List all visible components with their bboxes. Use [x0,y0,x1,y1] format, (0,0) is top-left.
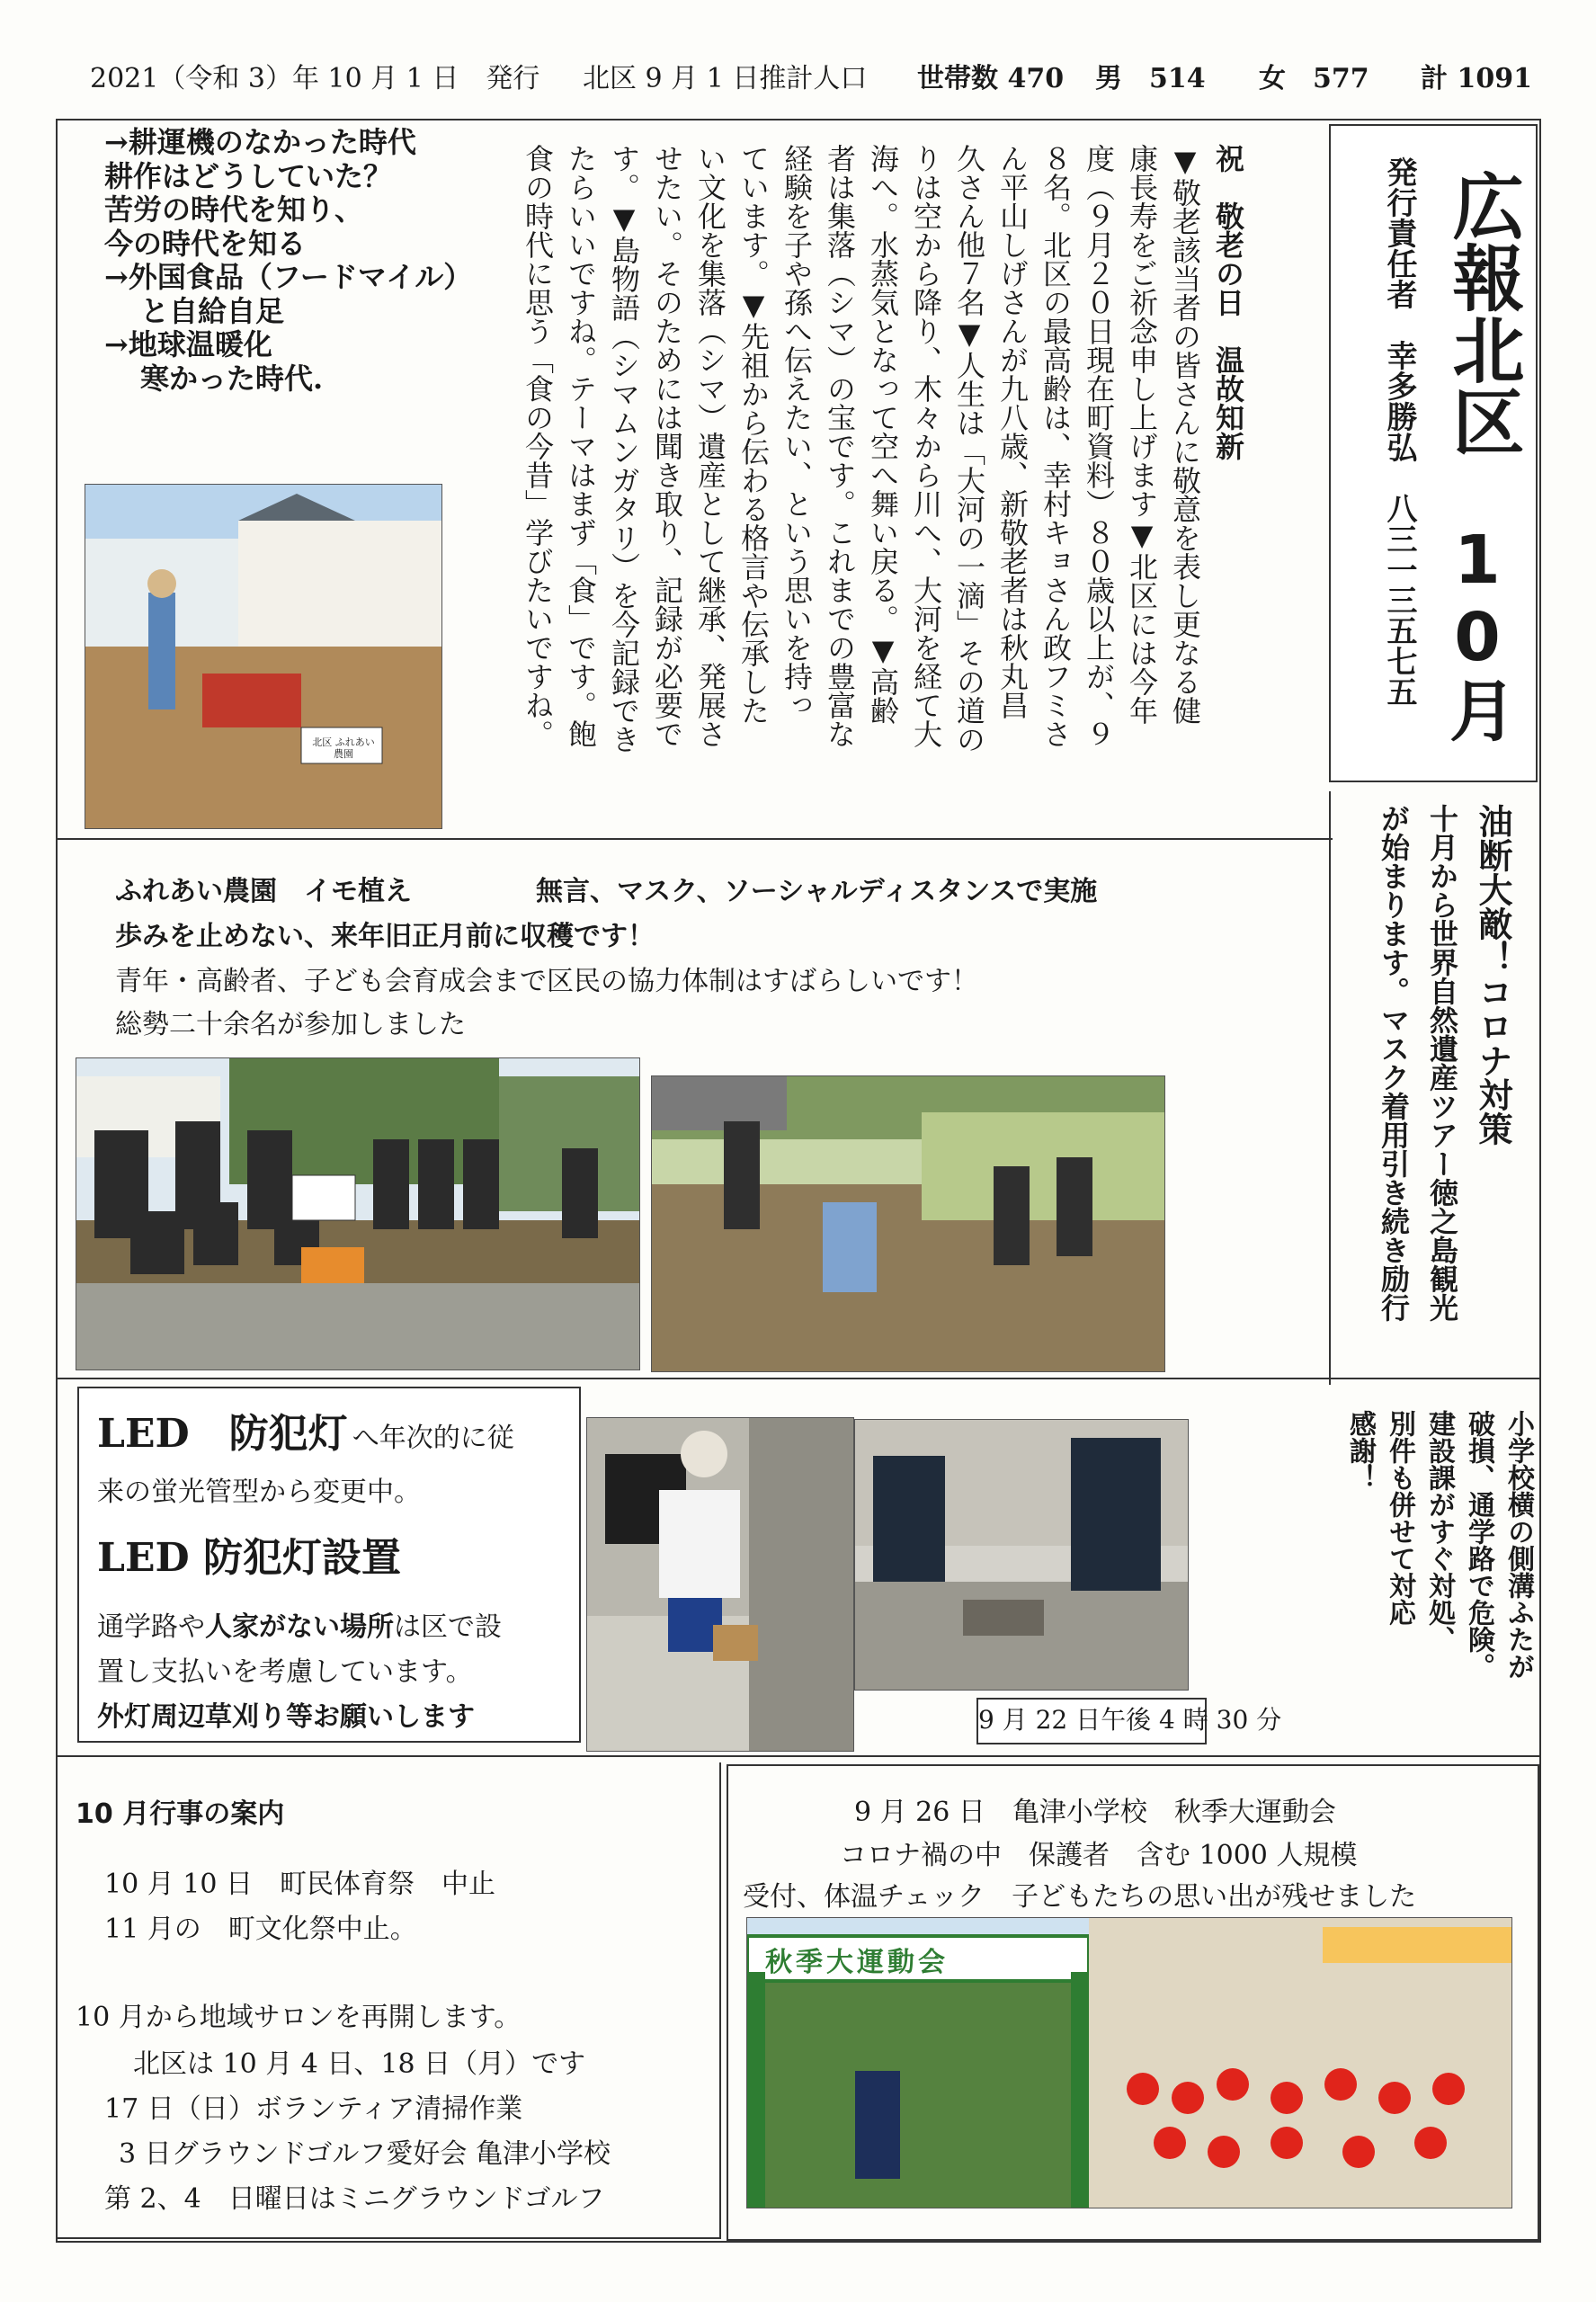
publisher-info: 発行責任者 幸多勝弘 八三一三五七五 [1381,156,1417,707]
sports-line-3: 受付、体温チェック 子どもたちの思い出が残せました [743,1881,1417,1913]
newsletter-title: 広報北区 [1440,169,1524,457]
student-photo [586,1417,854,1752]
female-count: 女 577 [1259,63,1369,94]
issue-date: 2021（令和 3）年 10 月 1 日 発行 [90,63,540,94]
led-line-4b: 人家がない場所 [205,1611,394,1643]
keiro-col-16: 食の時代に思う「食の今昔」学びたいですね。 [521,144,555,748]
ditch-repair-photo [854,1419,1189,1691]
keiro-col-11: ています。▼先祖から伝わる格言や伝承した [736,144,771,725]
event-line-7: 第 2、4 日曜日はミニグラウンドゴルフ [104,2183,605,2215]
led-title: LED 防犯灯 [97,1411,348,1457]
event-line-3: 10 月から地域サロンを再開します。 [76,2002,522,2033]
led-title-rest: へ年次的に従 [352,1423,514,1454]
event-line-6: 3 日グラウンドゴルフ愛好会 亀津小学校 [119,2138,611,2170]
planting-photo [651,1075,1165,1372]
note-line: 苦労の時代を知り、 [104,192,364,227]
ditch-line-4: 別件も併せて対応 [1384,1410,1415,1626]
farm-line-4: 総勢二十余名が参加しました [115,1009,466,1040]
farm-line-2: 歩みを止めない、来年旧正月前に収穫です！ [115,921,655,952]
corona-line-2: 十月から世界自然遺産ツアー徳之島観光 [1425,804,1459,1322]
keiro-heading: 祝 敬老の日 温故知新 [1211,144,1245,460]
farm-note: 無言、マスク、ソーシャルディスタンスで実施 [536,876,1098,907]
note-line: 耕作はどうしていた？ [104,158,393,193]
keiro-col-3: 度（９月２０日現在町資料）８０歳以上が、９ [1082,144,1116,748]
keiro-col-12: い文化を集落（シマ）遺産として継承、発展さ [693,144,727,748]
ditch-line-3: 建設課がすぐ対処、 [1423,1410,1455,1653]
ditch-line-2: 破損、通学路で危険。 [1463,1410,1494,1680]
corona-line-3: が始まります。マスク着用引き続き励行 [1377,804,1411,1322]
divider [56,1755,1541,1757]
events-title: 10 月行事の案内 [76,1798,285,1830]
group-photo [76,1057,640,1370]
sports-festival-photo [746,1917,1512,2208]
issue-month: 10月 [1439,522,1516,743]
keiro-col-15: たらいいですね。テーマはまず「食」です。飽 [564,144,598,748]
event-line-5: 17 日（日）ボランティア清掃作業 [104,2093,523,2125]
keiro-col-2: 康長寿をご祈念申し上げます▼北区には今年 [1125,144,1159,725]
divider [56,1378,1541,1379]
sports-line-2: コロナ禍の中 保護者 含む 1000 人規模 [840,1840,1358,1871]
keiro-col-1: ▼敬老該当者の皆さんに敬意を表し更なる健 [1168,144,1202,725]
keiro-col-13: せたい。そのためには聞き取り、記録が必要で [650,144,684,748]
keiro-col-4: ８名。北区の最高齢は、幸村キョさん政フミさ [1039,144,1073,748]
ditch-caption: 9 月 22 日午後 4 時 30 分 [976,1698,1207,1744]
keiro-col-9: 者は集落（シマ）の宝です。これまでの豊富な [823,144,857,748]
ditch-note [1295,1403,1538,1744]
male-count: 男 514 [1095,63,1206,94]
keiro-col-10: 経験を子や孫へ伝えたい、という思いを持っ [780,144,814,719]
farm-line-3: 青年・高齢者、子ども会育成会まで区民の協力体制はすばらしいです！ [115,966,978,997]
led-box [77,1387,581,1743]
sports-line-1: 9 月 26 日 亀津小学校 秋季大運動会 [854,1797,1336,1828]
note-line: 今の時代を知る [104,226,307,261]
note-line: →地球温暖化 [104,327,272,361]
led-line-4a: 通学路や [97,1611,205,1643]
led-line-4c: は区で設 [394,1611,502,1643]
event-line-1: 10 月 10 日 町民体育祭 中止 [104,1869,495,1900]
festival-banner: 秋季大運動会 [765,1947,949,1978]
divider [56,838,1333,840]
note-line: 寒かった時代. [140,361,324,396]
farm-title: ふれあい農園 イモ植え [115,876,412,907]
total-count: 計 1091 [1421,63,1532,94]
events-section [56,1762,721,2239]
led-line-2: 来の蛍光管型から変更中。 [97,1477,421,1508]
keiro-col-8: 海へ。水蒸気となって空へ舞い戻る。▼高齢 [866,144,900,725]
note-line: →外国食品（フードマイル） [104,260,473,294]
led-title-line [97,1401,514,1459]
note-line: と自給自足 [140,293,285,328]
header-bar [90,56,1547,101]
keiro-col-5: ん平山しげさんが九八歳、新敬老者は秋丸昌 [995,144,1030,719]
population-label: 北区 9 月 1 日推計人口 [583,63,868,94]
keiro-col-6: 久さん他７名▼人生は「大河の一滴」その道の [952,144,986,754]
keiro-article [522,144,1250,809]
led-title-2: LED 防犯灯設置 [97,1535,401,1581]
corona-headline: 油断大敵！コロナ対策 [1473,804,1512,1146]
history-notes [99,126,522,477]
note-line: →耕運機のなかった時代 [104,125,416,159]
ditch-line-1: 小学校横の側溝ふたが [1502,1410,1534,1680]
masthead-box [1329,124,1538,782]
led-line-5: 置し支払いを考慮しています。 [97,1656,473,1688]
ditch-line-5: 感謝！ [1344,1410,1376,1491]
tiller-photo [85,484,442,829]
event-line-4: 北区は 10 月 4 日、18 日（月）です [133,2048,586,2080]
corona-notice [1329,791,1538,1385]
led-line-4 [97,1604,502,1644]
households-count: 世帯数 470 [917,63,1065,94]
farm-sign: 北区 ふれあい農園 [312,736,375,760]
event-line-2: 11 月の 町文化祭中止。 [104,1914,417,1945]
keiro-col-7: りは空から降り、木々から川へ、大河を経て大 [909,144,943,748]
farm-section [108,869,1313,1048]
keiro-col-14: す。▼島物語（シマムンガタリ）を今記録でき [607,144,641,754]
led-line-6: 外灯周辺草刈り等お願いします [97,1701,475,1733]
